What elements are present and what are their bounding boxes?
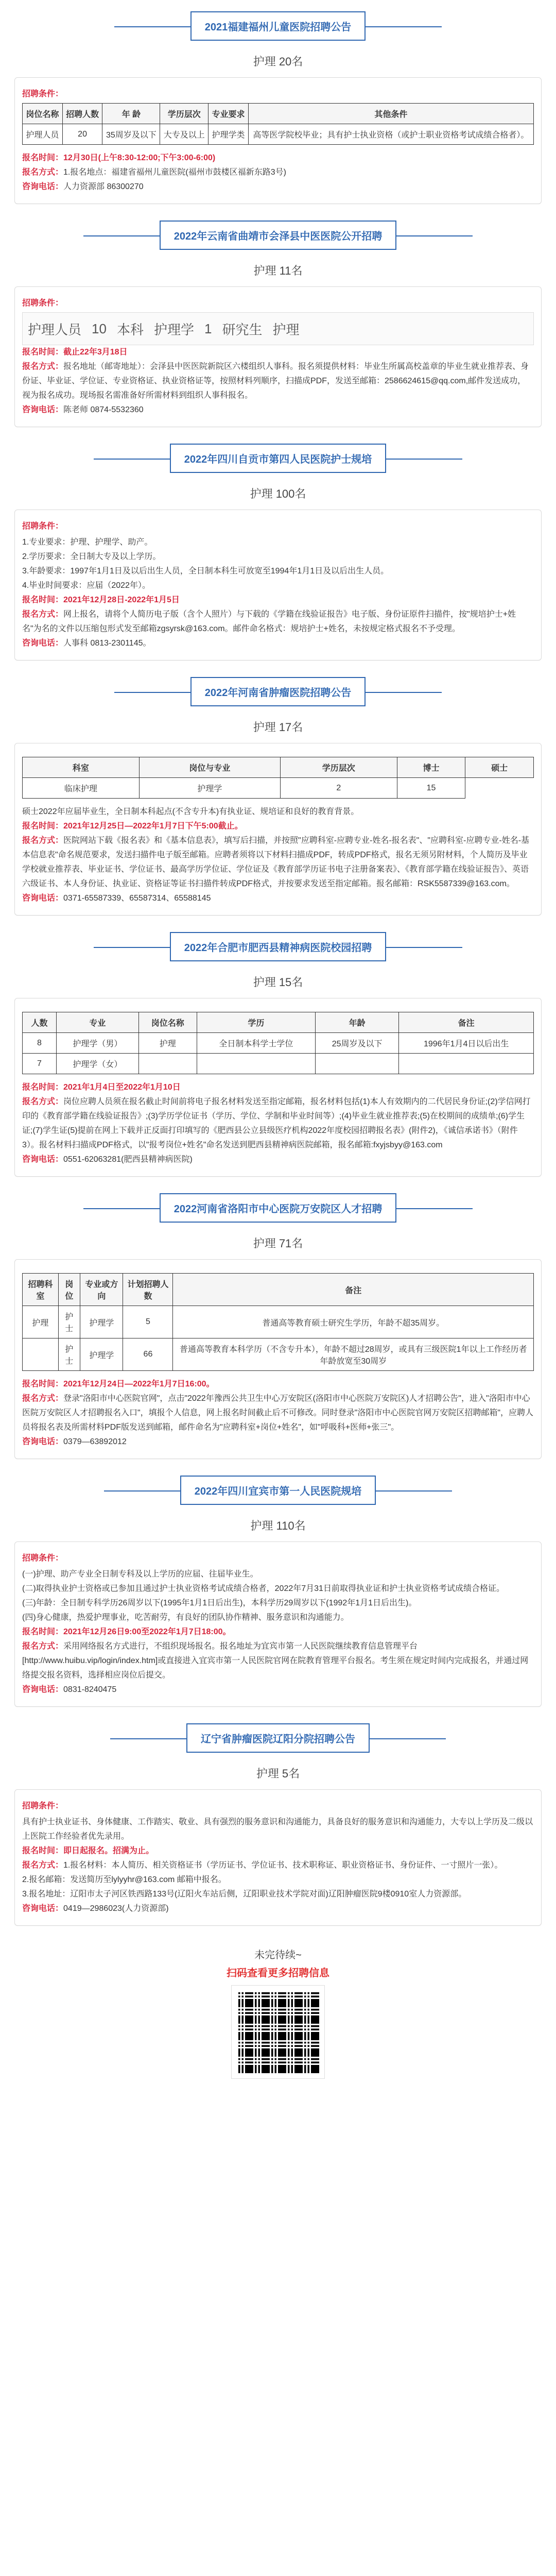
section-title-wrap (14, 221, 542, 250)
table-header: 备注 (399, 1012, 534, 1033)
detail-value: 陈老师 0874-5532360 (63, 405, 144, 414)
spacer (14, 427, 542, 432)
bullet-row: (四)身心健康，热爱护理事业，吃苦耐劳，有良好的团队协作精神、服务意识和沟通能力。 (22, 1613, 349, 1622)
section (14, 1712, 542, 1931)
section-count: 护理 100名 (250, 487, 306, 500)
section-count: 护理 15名 (253, 976, 303, 989)
table-header: 专业 (56, 1012, 138, 1033)
detail-key: 报名时间： (22, 822, 64, 831)
section-title-wrap (14, 1193, 542, 1223)
detail-row (22, 1377, 534, 1392)
bullet-row: (三)年龄：全日制专科学历26周岁以下(1995年1月1日后出生)，本科学历29周岁以下(1992年1月1日后出生)。 (22, 1599, 417, 1607)
detail-row (22, 1639, 534, 1683)
table-header: 人数 (23, 1012, 57, 1033)
table-header: 学历层次 (160, 104, 208, 124)
info-table (22, 757, 534, 799)
detail-row (22, 834, 534, 891)
table-header: 招聘科室 (23, 1274, 59, 1306)
table-header: 岗位名称 (23, 104, 63, 124)
detail-row (22, 1153, 534, 1167)
section (14, 1182, 542, 1464)
table-cell: 8 (23, 1033, 57, 1054)
detail-value: 即日起报名。招满为止。 (63, 1846, 154, 1855)
detail-value: 3.报名地址：辽阳市太子河区铁西路133号(辽阳火车站后侧，辽阳职业技术学院对面)辽阳肿瘤医院9楼0910室人力资源部。 (22, 1890, 467, 1899)
qr-code-icon[interactable] (232, 1986, 324, 2078)
info-table (22, 103, 534, 145)
table-cell: 高等医学院校毕业；具有护士执业资格（或护士职业资格考试成绩合格者）。 (248, 124, 533, 145)
image-strip-cell: 1 (204, 320, 212, 336)
table-cell: 15 (397, 778, 465, 799)
conditions-label: 招聘条件： (22, 1554, 64, 1563)
detail-key: 报名时间： (22, 1628, 64, 1636)
table-header: 岗位 (58, 1274, 80, 1306)
detail-key: 咨询电话： (22, 639, 64, 648)
bullet-row: (二)取得执业护士资格或已参加且通过护士执业资格考试成绩合格者，2022年7月31日前取得执业证和护士执业资格考试成绩合格证。 (22, 1584, 505, 1593)
table-row (23, 778, 534, 799)
table-header: 专业或方向 (80, 1274, 123, 1306)
section-title: 辽宁省肿瘤医院辽阳分院招聘公告 (186, 1723, 370, 1753)
bullet-row: 4.毕业时间要求：应届（2022年）。 (22, 581, 150, 590)
table-cell: 全日制本科学士学位 (197, 1033, 315, 1054)
section-count: 护理 20名 (253, 55, 303, 68)
info-card (14, 286, 542, 427)
table-cell: 20 (62, 124, 102, 145)
info-card (14, 743, 542, 916)
section-title-wrap (14, 677, 542, 706)
section-title-wrap (14, 932, 542, 961)
table-header: 其他条件 (248, 104, 533, 124)
detail-row (22, 345, 534, 360)
table-cell: 护理 (23, 1306, 59, 1338)
detail-value: 采用网络报名方式进行，不组织现场报名。报名地址为宜宾市第一人民医院继续教育信息管理平台[http://www.huibu.vip/login/index.htm]或直接进入宜宾市第一人民医院官网在院教育管理平台报名。考生须在规定时间内完成报名，并通过网络提交报名资料，选择相应岗位后提交。 (22, 1642, 529, 1680)
table-row (23, 1033, 534, 1054)
table-cell (23, 1338, 59, 1371)
spacer (14, 660, 542, 666)
table-header: 年 龄 (102, 104, 160, 124)
table-cell (197, 1054, 315, 1074)
detail-key: 咨询电话： (22, 1685, 64, 1694)
detail-row (22, 607, 534, 636)
detail-row (22, 819, 534, 834)
detail-row (22, 1625, 534, 1639)
section (14, 0, 542, 209)
detail-key: 报名方式： (22, 1394, 64, 1403)
table-cell: 大专及以上 (160, 124, 208, 145)
section-title: 2022年河南省肿瘤医院招聘公告 (190, 677, 366, 706)
table-cell: 2 (280, 778, 397, 799)
image-strip-cell: 研究生 (222, 321, 263, 337)
table-header: 学历层次 (280, 757, 397, 778)
conditions-label: 招聘条件： (22, 1802, 64, 1810)
section (14, 432, 542, 666)
table-cell (138, 1054, 197, 1074)
table-cell: 25周岁及以下 (315, 1033, 398, 1054)
detail-value: 截止22年3月18日 (63, 348, 128, 357)
table-cell: 普通高等教育硕士研究生学历，年龄不超35周岁。 (173, 1306, 534, 1338)
image-strip-cell: 护理 (272, 321, 300, 337)
detail-row (22, 403, 534, 417)
section-title: 2022年四川自贡市第四人民医院护士规培 (170, 444, 387, 473)
detail-key: 报名方式： (22, 610, 64, 619)
info-card (14, 77, 542, 204)
image-strip-cell: 护理人员 (28, 321, 82, 337)
section-title: 2022河南省洛阳市中心医院万安院区人才招聘 (160, 1193, 397, 1223)
section-count: 护理 17名 (253, 721, 303, 734)
table-cell: 护理人员 (23, 124, 63, 145)
detail-key: 咨询电话： (22, 894, 64, 903)
footer-line2: 扫码查看更多招聘信息 (227, 1968, 329, 1979)
info-card (14, 1789, 542, 1926)
detail-key: 咨询电话： (22, 1437, 64, 1446)
table-header: 硕士 (465, 757, 534, 778)
section-title: 2022年合肥市肥西县精神病医院校园招聘 (170, 932, 387, 961)
table-header: 岗位与专业 (139, 757, 280, 778)
detail-value: 2021年12月28日-2022年1月5日 (63, 596, 180, 604)
table-header: 博士 (397, 757, 465, 778)
detail-value: 2021年12月26日9:00至2022年1月7日18:00。 (63, 1628, 231, 1636)
table-row (23, 1306, 534, 1338)
detail-key: 报名时间： (22, 1083, 64, 1092)
info-card (14, 1541, 542, 1707)
detail-row (22, 1392, 534, 1435)
info-card (14, 1259, 542, 1459)
detail-row (22, 891, 534, 906)
detail-value: 2021年12月25日—2022年1月7日下午5:00截止。 (63, 822, 243, 831)
detail-key: 报名方式： (22, 1642, 64, 1651)
table-header: 备注 (173, 1274, 534, 1306)
table-cell: 护理 (138, 1033, 197, 1054)
bullet-row: 具有护士执业证书、身体健康、工作踏实、敬业、具有强烈的服务意识和沟通能力，具备良好的服务意识和沟通能力，大专以上学历及二级以上医院工作经验者优先录用。 (22, 1818, 533, 1841)
detail-key: 报名时间： (22, 154, 64, 162)
detail-row (22, 1887, 534, 1902)
detail-key: 报名时间： (22, 596, 64, 604)
table-cell: 护理学 (80, 1338, 123, 1371)
table-cell: 临床护理 (23, 778, 140, 799)
detail-value: 报名地址（邮寄地址）：会泽县中医医院新院区六楼组织人事科。报名须提供材料：毕业生所属高校盖章的毕业生就业推荐表、身份证、毕业证、学位证、专业资格证、执业资格证等，按照材料列顺序，扫描成PDF，发送至邮箱：2586624615@qq.com,邮件发送成功，视为报名成功。现场报名需准备好所需材料到组织人事科报名。 (22, 362, 529, 400)
detail-value: 0831-8240475 (63, 1685, 117, 1694)
detail-key: 咨询电话： (22, 405, 64, 414)
detail-value: 1.报名地点：福建省福州儿童医院(福州市鼓楼区福新东路3号) (63, 168, 286, 177)
spacer (14, 1707, 542, 1712)
table-row (23, 1054, 534, 1074)
table-cell: 5 (123, 1306, 173, 1338)
table-row (23, 124, 534, 145)
detail-value: 0379—63892012 (63, 1437, 127, 1446)
table-header: 科室 (23, 757, 140, 778)
image-strip-cell: 本科 (116, 321, 144, 337)
table-cell: 护理学 (80, 1306, 123, 1338)
detail-row (22, 1080, 534, 1095)
conditions-label: 招聘条件： (22, 299, 64, 308)
detail-row (22, 165, 534, 180)
table-cell (399, 1054, 534, 1074)
detail-key: 报名时间： (22, 348, 64, 357)
detail-key: 报名方式： (22, 836, 64, 845)
table-header: 招聘人数 (62, 104, 102, 124)
info-table (22, 1012, 534, 1074)
table-cell: 66 (123, 1338, 173, 1371)
table-cell: 护理学类 (208, 124, 249, 145)
detail-key: 报名方式： (22, 362, 64, 371)
table-header: 专业要求 (208, 104, 249, 124)
image-strip-cell: 护理学 (153, 321, 194, 337)
detail-value: 12月30日(上午8:30-12:00;下午3:00-6:00) (63, 154, 216, 162)
section-title-wrap (14, 11, 542, 41)
detail-row (22, 1095, 534, 1153)
detail-row (22, 151, 534, 165)
detail-value: 登录"洛阳市中心医院官网"，点击"2022年豫西公共卫生中心万安院区(洛阳市中心医院万安院区)人才招聘公告"，进入"洛阳市中心医院万安院区人才招聘报名入口"，填报个人信息，网上报名时间截止后不可修改。同时登录"洛阳市中心医院官网万安院区招聘邮箱"，应聘人员将报名表及所需材料PDF版发送到邮箱，邮件命名为"应聘科室+岗位+姓名"，如"呼吸科+医师+张三"。 (22, 1394, 534, 1432)
detail-key: 咨询电话： (22, 1904, 64, 1913)
image-strip-cell: 10 (92, 320, 107, 336)
spacer (14, 1177, 542, 1182)
table-cell: 护士 (58, 1306, 80, 1338)
detail-row (22, 1683, 534, 1697)
detail-value: 2021年12月24日—2022年1月7日16:00。 (63, 1380, 215, 1388)
detail-row (22, 360, 534, 403)
detail-value: 2.报名邮箱：发送简历至lylyyhr@163.com 邮箱中报名。 (22, 1875, 227, 1884)
footer (0, 1931, 556, 2089)
section-title-wrap (14, 444, 542, 473)
detail-row (22, 1435, 534, 1449)
detail-key: 咨询电话： (22, 182, 64, 191)
table-cell (315, 1054, 398, 1074)
section-count: 护理 110名 (250, 1519, 306, 1532)
table-header: 年龄 (315, 1012, 398, 1033)
detail-value: 人力资源部 86300270 (63, 182, 144, 191)
bullet-row: 1.专业要求：护理、护理学、助产。 (22, 538, 153, 547)
bullet-row: 3.年龄要求：1997年1月1日及以后出生人员，全日制本科生可放宽至1994年1月1日及以后出生人员。 (22, 567, 389, 575)
detail-value: 2021年1月4日至2022年1月10日 (63, 1083, 181, 1092)
section-count: 护理 11名 (253, 264, 303, 277)
detail-row (22, 1902, 534, 1916)
detail-key: 报名方式： (22, 168, 64, 177)
spacer (14, 916, 542, 921)
table-cell: 护理学 (139, 778, 280, 799)
table-cell: 7 (23, 1054, 57, 1074)
intro-text: 硕士2022年应届毕业生，全日制本科起点(不含专升本)有执业证、规培证和良好的教育背景。 (22, 807, 359, 816)
image-strip (22, 312, 534, 345)
detail-value: 0419—2986023(人力资源部) (63, 1904, 169, 1913)
table-row (23, 1338, 534, 1371)
conditions-label: 招聘条件： (22, 522, 64, 531)
footer-line1: 未完待续~ (254, 1950, 302, 1961)
info-table (22, 1273, 534, 1371)
detail-value: 岗位应聘人员须在报名截止时间前将电子报名材料发送至指定邮箱，报名材料包括(1)本人有效期内的二代居民身份证;(2)学信网打印的《教育部学籍在线验证报告》;(3)学历学位证书（学历、学位、学制和毕业时间等）;(4)毕业生就业推荐表;(5)在校期间的成绩单;(6)学生证;(7)学生证(5)提前在网上下载并正反面打印填写的《肥西县公立县级医疗机构2022年度校园招聘报名表》(附件2)，《诚信承诺书》（附件3）。报名材料扫描成PDF格式，以"报考岗位+姓名"命名发送到肥西县精神病医院邮箱，报名邮箱:fxyjsbyy@163.com (22, 1097, 531, 1149)
info-card (14, 510, 542, 660)
detail-key: 报名时间： (22, 1380, 64, 1388)
detail-value: 0551-62063281(肥西县精神病医院) (63, 1155, 193, 1164)
table-cell: 1996年1月4日以后出生 (399, 1033, 534, 1054)
section-title: 2021福建福州儿童医院招聘公告 (190, 11, 366, 41)
section (14, 209, 542, 432)
section (14, 921, 542, 1182)
section-title: 2022年四川宜宾市第一人民医院规培 (180, 1476, 376, 1505)
spacer (14, 1459, 542, 1464)
detail-value: 网上报名，请将个人简历电子版（含个人照片）与下载的《学籍在线验证报告》电子版、身份证原件扫描件，按"规培护士+姓名"为名的文件以压缩包形式发至邮箱zgsyrsk@163.com。邮件命名格式：规培护士+姓名，未按规定格式报名不予受理。 (22, 610, 516, 633)
section-title-wrap (14, 1476, 542, 1505)
section-title: 2022年云南省曲靖市会泽县中医医院公开招聘 (160, 221, 397, 250)
detail-row (22, 1858, 534, 1873)
section-count: 护理 71名 (253, 1237, 303, 1250)
table-cell: 普通高等教育本科学历（不含专升本），年龄不超过28周岁，或具有三级医院1年以上工作经历者年龄放宽至30周岁 (173, 1338, 534, 1371)
info-card (14, 998, 542, 1177)
table-header: 学历 (197, 1012, 315, 1033)
detail-value: 医院网站下载《报名表》和《基本信息表》，填写后扫描，并按照"应聘科室-应聘专业-姓名-报名表"、"应聘科室-应聘专业-姓名-基本信息表"命名规范要求，发送扫描件电子版至邮箱。应聘者须将以下材料扫描成PDF，转成PDF格式，报名无须另附材料，个人简历及毕业学校就业推荐表、毕业证书、学位证书、最高学历学位证、学位证及《教育部学历证书电子注册备案表》、《教育部学籍在线验证报告》、英语六级证书、本人身份证、执业证、资格证等证书扫描件转成PDF格式，并按要求发送至指定邮箱。报名邮箱：RSK5587339@163.com。 (22, 836, 530, 888)
conditions-label: 招聘条件： (22, 90, 64, 98)
spacer (14, 1926, 542, 1931)
table-cell: 护理学（男） (56, 1033, 138, 1054)
table-cell: 护理学（女） (56, 1054, 138, 1074)
detail-key: 报名时间： (22, 1846, 64, 1855)
detail-key: 报名方式： (22, 1097, 64, 1106)
detail-key: 咨询电话： (22, 1155, 64, 1164)
detail-row (22, 180, 534, 194)
spacer (14, 204, 542, 209)
section-count: 护理 5名 (256, 1767, 300, 1780)
bullet-row: (一)护理、助产专业全日制专科及以上学历的应届、往届毕业生。 (22, 1570, 258, 1579)
detail-value: 0371-65587339、65587314、65588145 (63, 894, 211, 903)
section (14, 666, 542, 921)
detail-value: 人事科 0813-2301145。 (63, 639, 151, 648)
table-header: 计划招聘人数 (123, 1274, 173, 1306)
detail-key: 报名方式： (22, 1861, 64, 1870)
table-header: 岗位名称 (138, 1012, 197, 1033)
detail-row (22, 1873, 534, 1887)
bullet-row: 2.学历要求：全日制大专及以上学历。 (22, 552, 161, 561)
detail-row (22, 1844, 534, 1858)
table-cell: 35周岁及以下 (102, 124, 160, 145)
detail-row (22, 593, 534, 607)
table-cell: 护士 (58, 1338, 80, 1371)
detail-value: 1.报名材料：本人简历、相关资格证书（学历证书、学位证书、技术职称证、职业资格证书、身份证件、一寸照片一张）。 (63, 1861, 503, 1870)
section (14, 1464, 542, 1712)
section-title-wrap (14, 1723, 542, 1753)
detail-row (22, 636, 534, 651)
